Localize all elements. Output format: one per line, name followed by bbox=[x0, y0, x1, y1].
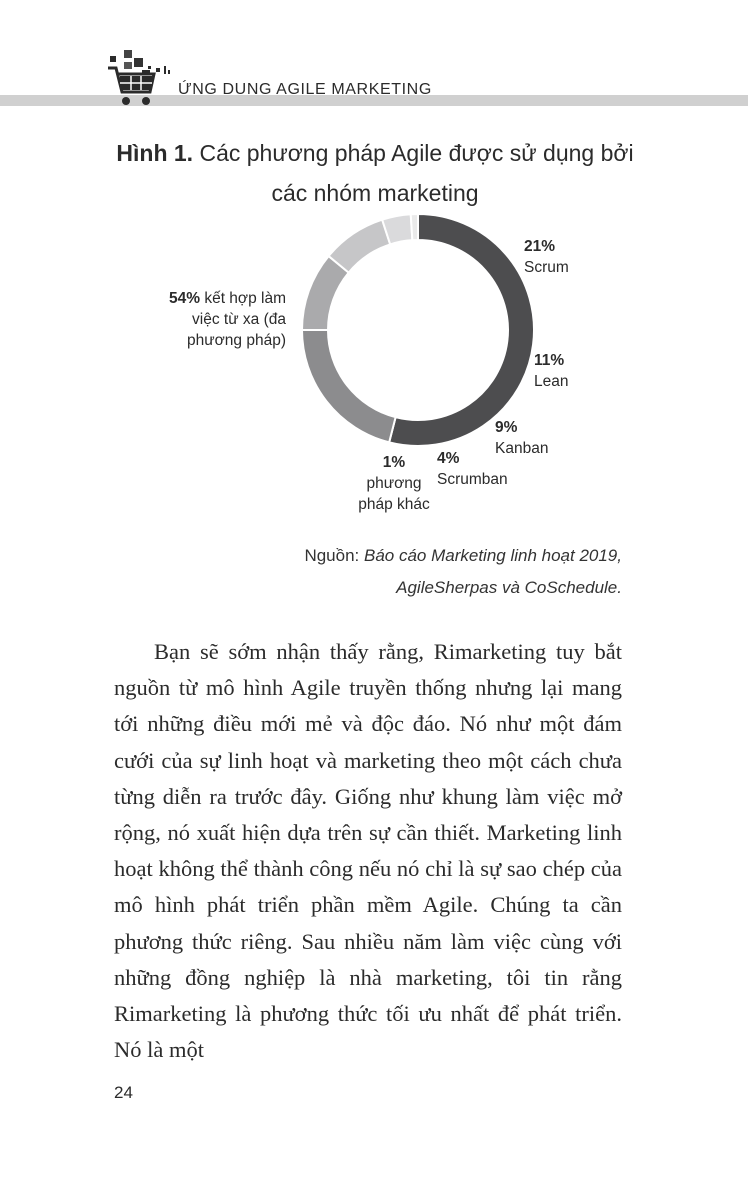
donut-chart bbox=[0, 200, 748, 530]
slice-percent-other: 1% bbox=[382, 454, 406, 471]
figure-title-line1: Các phương pháp Agile được sử dụng bởi bbox=[199, 140, 634, 166]
source-line1: Báo cáo Marketing linh hoạt 2019, bbox=[363, 546, 622, 565]
slice-label-scrum bbox=[524, 238, 569, 276]
slice-category-multi-method: kết hợp làm bbox=[200, 290, 286, 307]
slice-label-multi-method bbox=[169, 290, 286, 349]
slice-category-lean: Lean bbox=[534, 373, 569, 390]
slice-category-scrum: Scrum bbox=[524, 259, 569, 276]
slice-category-other: pháp khác bbox=[358, 496, 430, 513]
slice-category-scrumban: Scrumban bbox=[437, 471, 508, 488]
slice-label-kanban bbox=[495, 419, 548, 457]
slice-label-other bbox=[358, 454, 430, 513]
body-text bbox=[114, 634, 622, 1068]
source-prefix: Nguồn: bbox=[304, 546, 364, 565]
figure-source bbox=[304, 540, 622, 604]
slice-category-other: phương bbox=[366, 475, 422, 492]
slice-category-kanban: Kanban bbox=[495, 440, 549, 457]
donut-slice-multi-method bbox=[389, 214, 534, 446]
shopping-cart-icon bbox=[104, 46, 174, 108]
slice-percent-kanban: 9% bbox=[495, 419, 518, 436]
body-paragraph: Bạn sẽ sớm nhận thấy rằng, Rimarketing tuy bắt nguồn từ mô hình Agile truyền thống nhưng lại mang tới những điều mới mẻ và độc đáo. Nó như một đám cưới của sự linh hoạt và marketing theo một cách chưa từng diễn ra trước đây. Giống như khung làm việc mở rộng, nó xuất hiện dựa trên sự cần thiết. Marketing linh hoạt không thể thành công nếu nó chỉ là sự sao chép của mô hình phát triển phần mềm Agile. Chúng ta cần phương thức riêng. Sau nhiều năm làm việc cùng với những đồng nghiệp là nhà marketing, tôi tin rằng Rimarketing là phương thức tối ưu nhất để phát triển. Nó là một bbox=[114, 639, 622, 1063]
slice-percent-multi-method: 54% bbox=[168, 290, 201, 307]
slice-percent-lean: 11% bbox=[534, 352, 565, 369]
donut-slice-kanban bbox=[329, 220, 391, 273]
slice-percent-scrumban: 4% bbox=[437, 450, 460, 467]
donut-slice-scrum bbox=[302, 330, 396, 442]
donut-slice-other bbox=[411, 214, 418, 240]
slice-category-multi-method: phương pháp) bbox=[187, 332, 286, 349]
page-number: 24 bbox=[114, 1083, 133, 1102]
source-line2: AgileSherpas và CoSchedule. bbox=[396, 578, 622, 597]
slice-label-lean bbox=[534, 352, 568, 390]
running-header: ỨNG DUNG AGILE MARKETING bbox=[178, 81, 432, 98]
figure-label: Hình 1. bbox=[116, 140, 194, 166]
slice-percent-scrum: 21% bbox=[524, 238, 556, 255]
slice-category-multi-method: việc từ xa (đa bbox=[192, 311, 286, 328]
figure-title-line2: các nhóm marketing bbox=[271, 180, 479, 206]
